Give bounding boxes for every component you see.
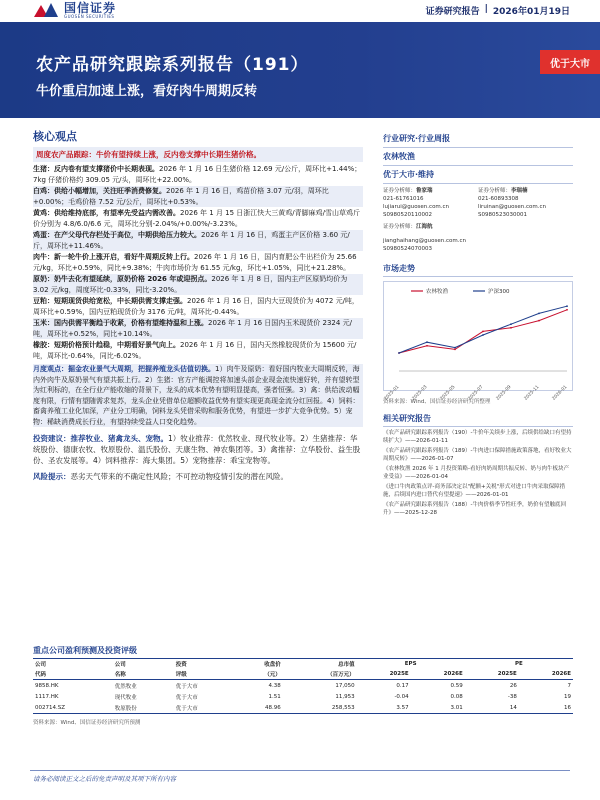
table-cell: 0.17 xyxy=(396,682,409,689)
commodity-text: 2026 年 1 月 15 日浙江快大三黄鸡/青脚麻鸡/雪山草鸡斤价分别为 4.8/6.0/6.6 元，周环比分别-2.04%/+0.00%/-3.23%。 xyxy=(33,209,361,228)
company-logo xyxy=(34,2,116,19)
col-header: 收盘价 xyxy=(235,659,283,670)
col-header: 总市值 xyxy=(283,659,357,670)
report-title: 农产品研究跟踪系列报告（191） xyxy=(36,55,309,75)
investment-advice xyxy=(33,433,363,466)
risk-warning-text: 恶劣天气带来的不确定性风险；不可控动物疫情引发的潜在风险。 xyxy=(70,472,288,481)
report-date: 2026年01月19日 xyxy=(492,7,570,17)
commodity-text: 2026 年 1 月 16 日国内玉米现货价 2324 元/吨，周环比+0.52%，同比+10.14%。 xyxy=(33,319,352,338)
report-meta xyxy=(426,4,570,17)
table-cell: 26 xyxy=(509,682,517,689)
commodity-text: 2026 年 1 月 16 日生猪价格 12.69 元/公斤，周环比+1.44%；7kg 仔猪价格约 309.05 元/头，周环比+22.00%。 xyxy=(33,165,362,184)
table-cell: -0.04 xyxy=(394,693,409,700)
analyst-card xyxy=(478,187,573,219)
table-cell: 3.01 xyxy=(411,702,465,714)
data-point xyxy=(454,347,456,349)
table-cell: 0.08 xyxy=(450,693,463,700)
commodity-lead: 原奶：奶牛去化有望延续，原奶价格 2026 年或迎拐点。 xyxy=(33,275,212,283)
table-cell: 1117.HK xyxy=(35,693,59,700)
data-point xyxy=(454,349,456,351)
table-cell: 牧原股份 xyxy=(113,702,174,714)
col-header: 名称 xyxy=(113,669,174,680)
data-point xyxy=(510,323,512,325)
col-header: 公司 xyxy=(113,659,174,670)
commodity-text: 2026 年 1 月 16 日，鸡蛋主产区价格 3.60 元/斤，周环比+11.46%。 xyxy=(33,231,350,250)
analyst-cert: S0980524070003 xyxy=(383,246,432,252)
commodity-paragraphs xyxy=(33,164,363,361)
table-cell: 现代牧业 xyxy=(114,694,137,701)
monthly-view-lead: 月度观点：掘金农业景气大周期，把握养殖龙头估值切换。 xyxy=(33,365,215,373)
commodity-lead: 生猪：反内卷有望支撑猪价中长期表现。 xyxy=(33,165,159,173)
title-banner xyxy=(0,22,600,118)
col-header: 代码 xyxy=(33,669,113,680)
data-point xyxy=(426,341,428,343)
x-tick-label: 2025-01 xyxy=(383,384,401,402)
divider xyxy=(383,147,573,148)
analyst-card xyxy=(383,223,573,253)
top-bar xyxy=(0,0,600,22)
col-header: 投资 xyxy=(174,659,235,670)
related-report-link[interactable]: 《农产品研究跟踪系列报告（189）-牛肉进口保障措施政策落地，看好牧业大周期反转》——2026-01-07 xyxy=(383,448,572,462)
data-point xyxy=(538,313,540,315)
sector-rating: 优于大市·维持 xyxy=(383,170,435,179)
x-tick-label: 2025-09 xyxy=(495,384,513,402)
commodity-lead: 黄鸡：供给维持底部，有望率先受益内需改善。 xyxy=(33,209,180,217)
rating-badge: 优于大市 xyxy=(540,50,600,74)
col-header: 2026E xyxy=(519,669,573,680)
commodity-text: 2026 年 1 月 16 日，国内大豆现货价为 4072 元/吨，周环比+0.59%，国内豆粕现货价为 3176 元/吨，周环比-0.44%。 xyxy=(33,297,359,316)
weekly-summary: 周度农产品跟踪：牛价有望持续上涨，反内卷支撑中长期生猪价格。 xyxy=(33,147,363,162)
col-header: 2025E xyxy=(465,669,519,680)
risk-warning xyxy=(33,472,363,483)
table-cell: 9858.HK xyxy=(35,682,59,689)
risk-warning-lead: 风险提示： xyxy=(33,472,71,481)
analyst-card xyxy=(383,187,478,219)
data-point xyxy=(482,331,484,333)
table-cell: 优于大市 xyxy=(175,683,198,690)
analyst-email[interactable]: jianghaihang@guosen.com.cn xyxy=(383,238,466,244)
table-source: 资料来源：Wind、国信证券经济研究所预测 xyxy=(33,720,141,726)
disclaimer-footer: 请务必阅读正文之后的免责声明及其项下所有内容 xyxy=(33,775,176,783)
analyst-email[interactable]: lujiarui@guosen.com.cn xyxy=(383,204,450,210)
analyst-phone: 021-60893308 xyxy=(478,196,519,202)
data-point xyxy=(482,334,484,336)
table-cell: 7 xyxy=(567,682,571,689)
data-point xyxy=(566,305,568,307)
table-cell: -38 xyxy=(507,693,517,700)
table-cell: 14 xyxy=(465,702,519,714)
commodity-text: 2026 年 1 月 16 日，国内育肥公牛出栏价为 25.66 元/kg，环比+0.59%，同比+9.38%；牛肉市场价为 61.55 元/kg，环比+1.05%，同比+21.28%。 xyxy=(33,253,357,272)
report-subtitle: 牛价重启加速上涨，看好肉牛周期反转 xyxy=(36,84,258,99)
table-cell: 002714.SZ xyxy=(33,702,113,714)
col-header: 评级 xyxy=(174,669,235,680)
x-tick-label: 2025-03 xyxy=(411,384,429,402)
col-header: PE xyxy=(465,659,573,670)
commodity-paragraph xyxy=(33,318,363,339)
x-tick-label: 2025-07 xyxy=(467,384,485,402)
analyst-phone: 021-61761016 xyxy=(383,196,424,202)
table-row xyxy=(33,680,573,692)
commodity-lead: 白鸡：供给小幅增加，关注旺季消费修复。 xyxy=(33,187,166,195)
logo-name: 国信证券 xyxy=(64,1,117,15)
commodity-paragraph xyxy=(33,186,363,207)
table-row xyxy=(33,691,573,702)
x-tick-label: 2025-05 xyxy=(439,384,457,402)
commodity-paragraph xyxy=(33,208,363,229)
table-cell: 3.57 xyxy=(357,702,411,714)
table-cell: 17,050 xyxy=(335,682,355,689)
commodity-paragraph xyxy=(33,296,363,317)
analyst-cert: S0980523030001 xyxy=(478,212,527,218)
table-cell: 4.38 xyxy=(268,682,281,689)
commodity-paragraph xyxy=(33,252,363,273)
sidebar xyxy=(383,133,573,517)
sector-name: 农林牧渔 xyxy=(383,152,415,161)
commodity-lead: 肉牛：新一轮牛价上涨开启，看好牛周期反转上行。 xyxy=(33,253,194,261)
logo-english-name: GUOSEN SECURITIES xyxy=(64,14,115,19)
table-cell: 0.59 xyxy=(450,682,463,689)
col-header: （元） xyxy=(235,669,283,680)
col-header: 公司 xyxy=(33,659,113,670)
chart-title: 市场走势 xyxy=(383,263,573,277)
analyst-role: 证券分析师： xyxy=(478,188,512,194)
analyst-email[interactable]: liruinan@guosen.com.cn xyxy=(478,204,547,210)
x-tick-label: 2025-11 xyxy=(523,384,541,402)
analyst-name: 江海航 xyxy=(416,224,433,230)
chart-frame xyxy=(384,282,573,391)
commodity-text: 2026 年 1 月 16 日，国内天然橡胶现货价为 15600 元/吨，周环比-0.64%，同比-6.02%。 xyxy=(33,341,357,360)
analyst-role: 证券分析师： xyxy=(383,224,417,230)
commodity-paragraph xyxy=(33,274,363,295)
commodity-paragraph xyxy=(33,164,363,185)
analyst-grid xyxy=(383,187,573,219)
industry-label: 行业研究·行业周报 xyxy=(383,134,451,143)
col-header: 2025E xyxy=(357,669,411,680)
table-cell: 258,553 xyxy=(283,702,357,714)
commodity-lead: 鸡蛋：在产父母代存栏处于高位，中期供给压力较大。 xyxy=(33,231,201,239)
related-report-link[interactable]: 《农产品研究跟踪系列报告（190）-牛价年关续步上涨，后续供给缺口有望持续扩大》——2026-01-11 xyxy=(383,430,572,444)
legend-label: 沪深300 xyxy=(488,289,510,295)
commodity-text: 2026 年 1 月 8 日，国内主产区原奶均价为 3.02 元/kg，周度环比-0.33%，同比-3.20%。 xyxy=(33,275,348,294)
commodity-text: 2026 年 1 月 16 日，鸡苗价格 3.07 元/羽，周环比+0.00%；毛鸡价格 7.52 元/公斤，周环比+0.53%。 xyxy=(33,187,329,206)
footer-divider xyxy=(30,770,570,771)
table-cell: 48.96 xyxy=(235,702,283,714)
commodity-lead: 豆粕：短期现货供给宽松，中长期供需支撑走强。 xyxy=(33,297,187,305)
table-cell: 1.51 xyxy=(268,693,281,700)
x-tick-label: 2026-01 xyxy=(551,384,569,402)
related-reports-title: 相关研究报告 xyxy=(383,413,573,427)
data-point xyxy=(426,345,428,347)
table-cell: 优于大市 xyxy=(174,702,235,714)
table-cell: 优于大市 xyxy=(175,694,198,701)
data-point xyxy=(398,352,400,354)
commodity-paragraph xyxy=(33,340,363,361)
table-cell: 优然牧业 xyxy=(114,683,137,690)
col-header: （百万元） xyxy=(283,669,357,680)
analyst-role: 证券分析师： xyxy=(383,188,417,194)
commodity-paragraph xyxy=(33,230,363,251)
table-row xyxy=(33,702,573,714)
divider xyxy=(383,183,573,184)
col-header: 2026E xyxy=(411,669,465,680)
divider xyxy=(383,165,573,166)
related-reports-list xyxy=(383,430,573,517)
core-views-section xyxy=(33,128,363,484)
table-cell: 11,953 xyxy=(335,693,355,700)
core-views-title: 核心观点 xyxy=(33,130,77,143)
related-report-link[interactable]: 《农林牧渔 2026 年 1 月投资策略-看好肉奶周期共振反转、奶与肉牛板块产业受益》——2026-01-04 xyxy=(383,466,569,480)
table-cell: 19 xyxy=(564,693,571,700)
analyst-name: 鲁家瑞 xyxy=(416,188,433,194)
col-header: EPS xyxy=(357,659,465,670)
chart-source: 资料来源：Wind、国信证券经济研究所整理 xyxy=(383,399,491,405)
commodity-lead: 玉米：国内供需平衡趋于收紧，价格有望维持温和上涨。 xyxy=(33,319,208,327)
report-type: 证券研究报告 xyxy=(425,7,480,17)
investment-advice-text: 1）牧业推荐：优然牧业、现代牧业等。2）生猪推荐：华统股份、德康农牧、牧原股份、温氏股份、天康生物、神农集团等。3）禽推荐：立华股份、益生股份、圣农发展等。4）饲料推荐：海大集团。5）宠物推荐：乖宝宠物等。 xyxy=(33,434,361,465)
commodity-lead: 橡胶：短期价格预计趋稳，中期看好景气向上。 xyxy=(33,341,180,349)
monthly-view xyxy=(33,364,363,427)
forecast-table xyxy=(33,658,573,714)
investment-advice-lead: 投资建议：推荐牧业、猪禽龙头、宠物。 xyxy=(33,434,168,443)
data-point xyxy=(566,309,568,311)
data-point xyxy=(538,320,540,322)
related-report-link[interactable]: 《进口牛肉政策点评-商务部决定以"配额+关税"形式对进口牛肉采取保障措施，后续国内进口替代有望提速》——2026-01-01 xyxy=(383,484,566,498)
table-cell: 16 xyxy=(519,702,573,714)
meta-separator: | xyxy=(484,4,488,14)
analyst-cert: S0980520110002 xyxy=(383,212,432,218)
table-title: 重点公司盈利预测及投资评级 xyxy=(33,646,137,655)
related-report-link[interactable]: 《农产品研究跟踪系列报告（188）-牛肉价格季节性旺季，奶价有望触底回升》——2025-12-28 xyxy=(383,502,566,516)
data-point xyxy=(510,327,512,329)
series-line-2 xyxy=(399,306,567,353)
logo-icon xyxy=(34,3,60,19)
legend-label: 农林牧渔 xyxy=(426,289,449,295)
monthly-view-text: 1）肉牛及原奶：看好国内牧业大周期反转，海内外肉牛及原奶景气有望共振上行。2）生猪：官方产能调控将加速头部企业现金流快速好转，并有望转型为红利标的，在全行业产能收缩的背景下，龙头的成本优势有望明显提高，强者恒强。3）禽：供给波动幅度有限，行情有望随需求复苏，龙头企业凭借单位超额收益优势有望实现更高现金流分红回报。4）饲料：畜禽养殖工业化加深，产业分工明确，饲料龙头凭借采购和服务优势，有望进一步扩大竞争优势。5）宠物：稀缺消费成长行业，有望持续受益人口变化趋势。 xyxy=(33,365,360,426)
analyst-name: 李瑞楠 xyxy=(511,188,528,194)
